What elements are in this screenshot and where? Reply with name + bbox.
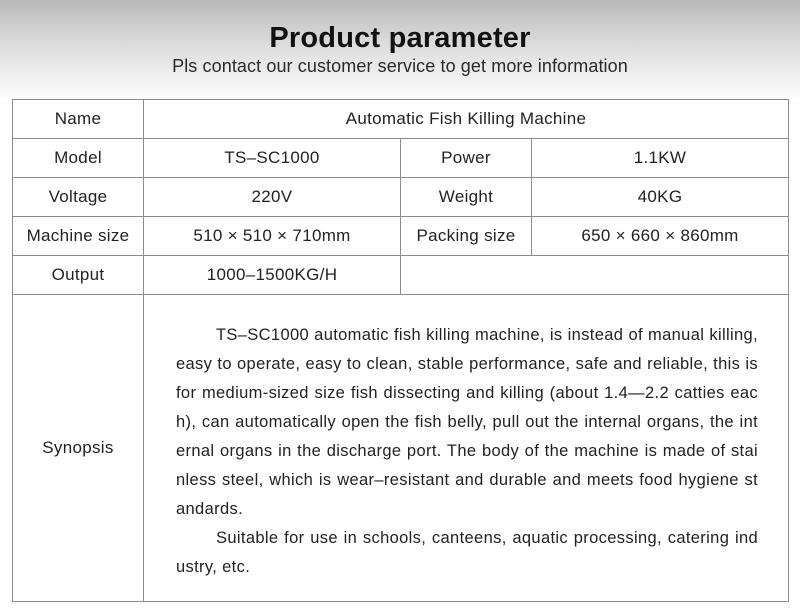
output-label-cell: Output — [13, 256, 144, 295]
packing-size-label-cell: Packing size — [401, 217, 532, 256]
parameter-table-container — [12, 99, 788, 602]
synopsis-body-cell — [144, 295, 789, 602]
voltage-label-cell: Voltage — [13, 178, 144, 217]
voltage-value-cell: 220V — [144, 178, 401, 217]
machine-size-label-cell: Machine size — [13, 217, 144, 256]
table-row-synopsis — [13, 295, 789, 602]
name-label-cell: Name — [13, 100, 144, 139]
table-row-output — [13, 256, 789, 295]
model-value-cell: TS–SC1000 — [144, 139, 401, 178]
page-title: Product parameter — [269, 22, 531, 54]
parameter-table — [12, 99, 789, 602]
page-subtitle: Pls contact our customer service to get more information — [172, 56, 628, 76]
synopsis-paragraph-2: Suitable for use in schools, canteens, aquatic processing, catering industry, etc. — [176, 529, 759, 576]
table-row-model — [13, 139, 789, 178]
model-label-cell: Model — [13, 139, 144, 178]
table-row-name — [13, 100, 789, 139]
table-row-voltage — [13, 178, 789, 217]
synopsis-label-cell: Synopsis — [13, 295, 144, 602]
power-label-cell: Power — [401, 139, 532, 178]
packing-size-value-cell: 650 × 660 × 860mm — [532, 217, 789, 256]
empty-cell — [401, 256, 789, 295]
power-value-cell: 1.1KW — [532, 139, 789, 178]
weight-value-cell: 40KG — [532, 178, 789, 217]
synopsis-paragraph-1: TS–SC1000 automatic fish killing machine, is instead of manual killing, easy to operate, easy to clean, stable performance, safe and reliable, this is for medium-sized size fish dissecting and killing (about 1.4—2.2 catties each), can automatically open the fish belly, pull out the internal organs, the internal organs in the discharge port. The body of the machine is made of stainless steel, which is wear–resistant and durable and meets food hygiene standards. — [176, 326, 759, 518]
table-row-size — [13, 217, 789, 256]
weight-label-cell: Weight — [401, 178, 532, 217]
name-value-cell: Automatic Fish Killing Machine — [144, 100, 789, 139]
output-value-cell: 1000–1500KG/H — [144, 256, 401, 295]
machine-size-value-cell: 510 × 510 × 710mm — [144, 217, 401, 256]
